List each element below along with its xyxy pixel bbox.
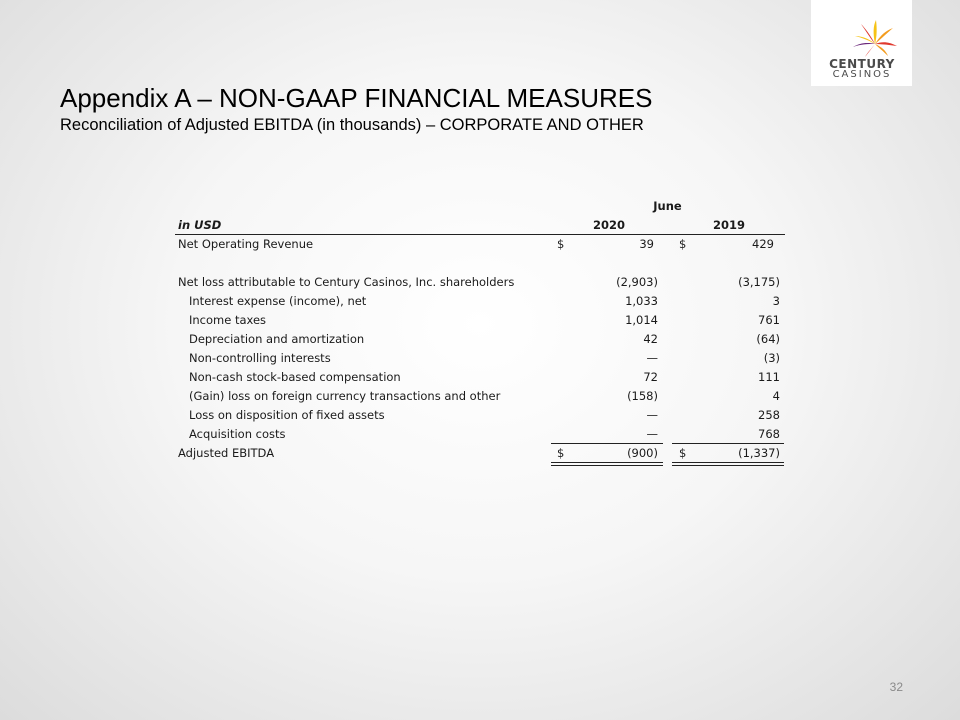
logo-wordmark-century: CENTURY <box>829 57 895 71</box>
table-row-adjusted-ebitda <box>175 444 785 463</box>
year-2020-header: 2020 <box>593 218 626 232</box>
total-double-rule-2020 <box>551 462 663 466</box>
row-label: Loss on disposition of fixed assets <box>189 408 385 422</box>
value-2020: 39 <box>639 237 654 251</box>
row-label: Income taxes <box>189 313 267 327</box>
value-2019: 3 <box>772 294 780 308</box>
value-2019: 111 <box>758 370 780 384</box>
table-row <box>175 311 785 330</box>
century-casinos-logo <box>811 0 912 86</box>
logo-wordmark-casinos: CASINOS <box>832 69 892 80</box>
value-2019: 761 <box>758 313 780 327</box>
value-2020: (158) <box>627 389 658 403</box>
table-row <box>175 292 785 311</box>
row-label: Non-cash stock-based compensation <box>189 370 401 384</box>
value-2019: 429 <box>752 237 774 251</box>
value-2020: — <box>646 427 658 441</box>
value-2020: — <box>646 408 658 422</box>
value-2019: 4 <box>772 389 780 403</box>
unit-header: in USD <box>178 218 222 232</box>
table-row-revenue <box>175 235 785 254</box>
value-2019: (3,175) <box>738 275 780 289</box>
value-2020: 42 <box>643 332 658 346</box>
value-2020: (2,903) <box>616 275 658 289</box>
value-2020: (900) <box>627 446 658 460</box>
row-label: Net Operating Revenue <box>178 237 314 251</box>
table-row <box>175 349 785 368</box>
table-row <box>175 330 785 349</box>
table-row <box>175 406 785 425</box>
row-label: Depreciation and amortization <box>189 332 365 346</box>
table-row <box>175 387 785 406</box>
value-2019: 768 <box>758 427 780 441</box>
value-2019: (64) <box>756 332 780 346</box>
value-2019: (3) <box>763 351 780 365</box>
header-row-period <box>175 197 785 216</box>
row-label: Adjusted EBITDA <box>178 446 275 460</box>
currency-symbol: $ <box>557 446 565 460</box>
slide-title: Appendix A – NON-GAAP FINANCIAL MEASURES <box>60 83 653 113</box>
value-2020: 1,014 <box>625 313 658 327</box>
value-2020: 1,033 <box>625 294 658 308</box>
spacer-row <box>175 254 785 273</box>
currency-symbol: $ <box>557 237 565 251</box>
table-row-net-loss <box>175 273 785 292</box>
currency-symbol: $ <box>679 446 687 460</box>
year-2019-header: 2019 <box>713 218 746 232</box>
starburst-logo-icon <box>811 0 912 60</box>
value-2020: — <box>646 351 658 365</box>
value-2020: 72 <box>643 370 658 384</box>
table-row <box>175 425 785 444</box>
slide-subtitle: Reconciliation of Adjusted EBITDA (in thousands) – CORPORATE AND OTHER <box>60 116 644 134</box>
row-label: Interest expense (income), net <box>189 294 367 308</box>
row-label: Acquisition costs <box>189 427 286 441</box>
total-double-rule-2019 <box>672 462 784 466</box>
period-header: June <box>653 199 682 213</box>
ebitda-reconciliation-table <box>175 197 785 463</box>
row-label: Non-controlling interests <box>189 351 331 365</box>
value-2019: (1,337) <box>738 446 780 460</box>
page-number: 32 <box>889 680 903 694</box>
currency-symbol: $ <box>679 237 687 251</box>
row-label: (Gain) loss on foreign currency transactions and other <box>189 389 501 403</box>
header-row-years <box>175 216 785 235</box>
value-2019: 258 <box>758 408 780 422</box>
table-row <box>175 368 785 387</box>
row-label: Net loss attributable to Century Casinos, Inc. shareholders <box>178 275 515 289</box>
